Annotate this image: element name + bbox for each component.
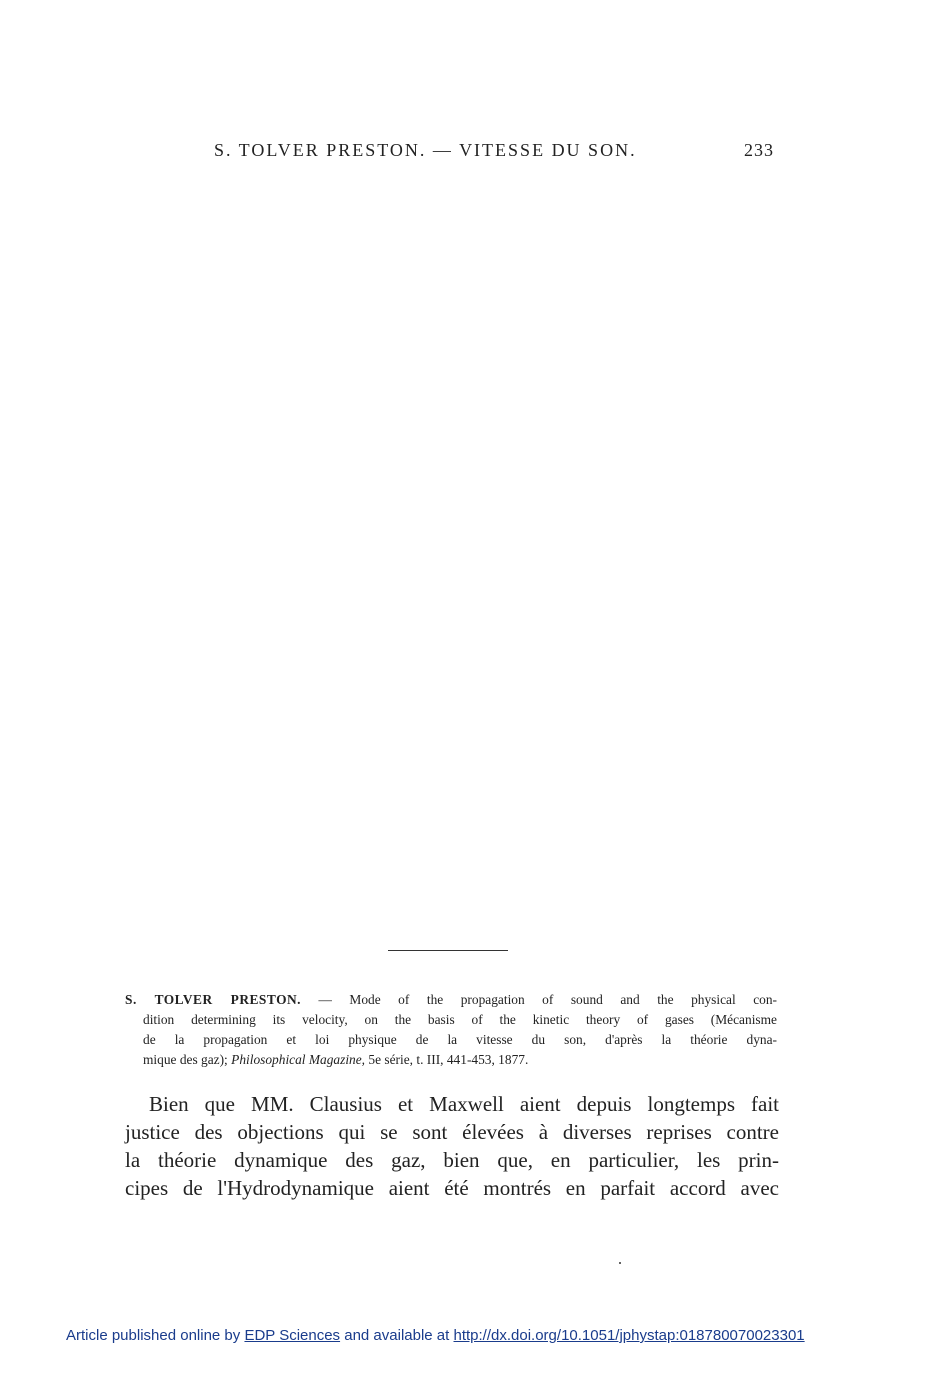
journal-name: Philosophical Magazine,: [231, 1052, 366, 1067]
body-paragraph: [125, 1090, 779, 1202]
abstract-text-1: — Mode of the propagation of sound and the physical con-: [318, 992, 777, 1007]
running-head-title: S. TOLVER PRESTON. — VITESSE DU SON.: [214, 140, 637, 160]
body-line-4: cipes de l'Hydrodynamique aient été montrés en parfait accord avec: [125, 1176, 779, 1200]
abstract-line-2: dition determining its velocity, on the basis of the kinetic theory of gases (Mécanisme: [143, 1012, 777, 1027]
footer-middle: and available at: [344, 1327, 450, 1344]
journal-citation: 5e série, t. III, 441-453, 1877.: [368, 1052, 529, 1067]
publisher-link[interactable]: EDP Sciences: [244, 1327, 341, 1344]
abstract-text-4: mique des gaz);: [143, 1052, 228, 1067]
publication-footer: [66, 1327, 866, 1344]
footer-prefix: Article published online by: [66, 1327, 241, 1344]
section-divider: [388, 950, 508, 951]
body-line-1: Bien que MM. Clausius et Maxwell aient depuis longtemps fait: [149, 1092, 779, 1116]
abstract-line-4: [125, 1050, 777, 1070]
print-speck: [619, 1262, 621, 1264]
abstract-block: [125, 990, 777, 1070]
doi-link[interactable]: http://dx.doi.org/10.1051/jphystap:018780070023301: [453, 1327, 805, 1344]
body-line-3: la théorie dynamique des gaz, bien que, en particulier, les prin-: [125, 1148, 779, 1172]
page-number: 233: [744, 140, 774, 160]
body-line-2: justice des objections qui se sont élevées à diverses reprises contre: [125, 1120, 779, 1144]
abstract-author: S. TOLVER PRESTON.: [125, 992, 302, 1007]
running-head: [214, 140, 774, 166]
abstract-line-1: [125, 990, 777, 1010]
abstract-line-3: de la propagation et loi physique de la vitesse du son, d'après la théorie dyna-: [143, 1032, 777, 1047]
